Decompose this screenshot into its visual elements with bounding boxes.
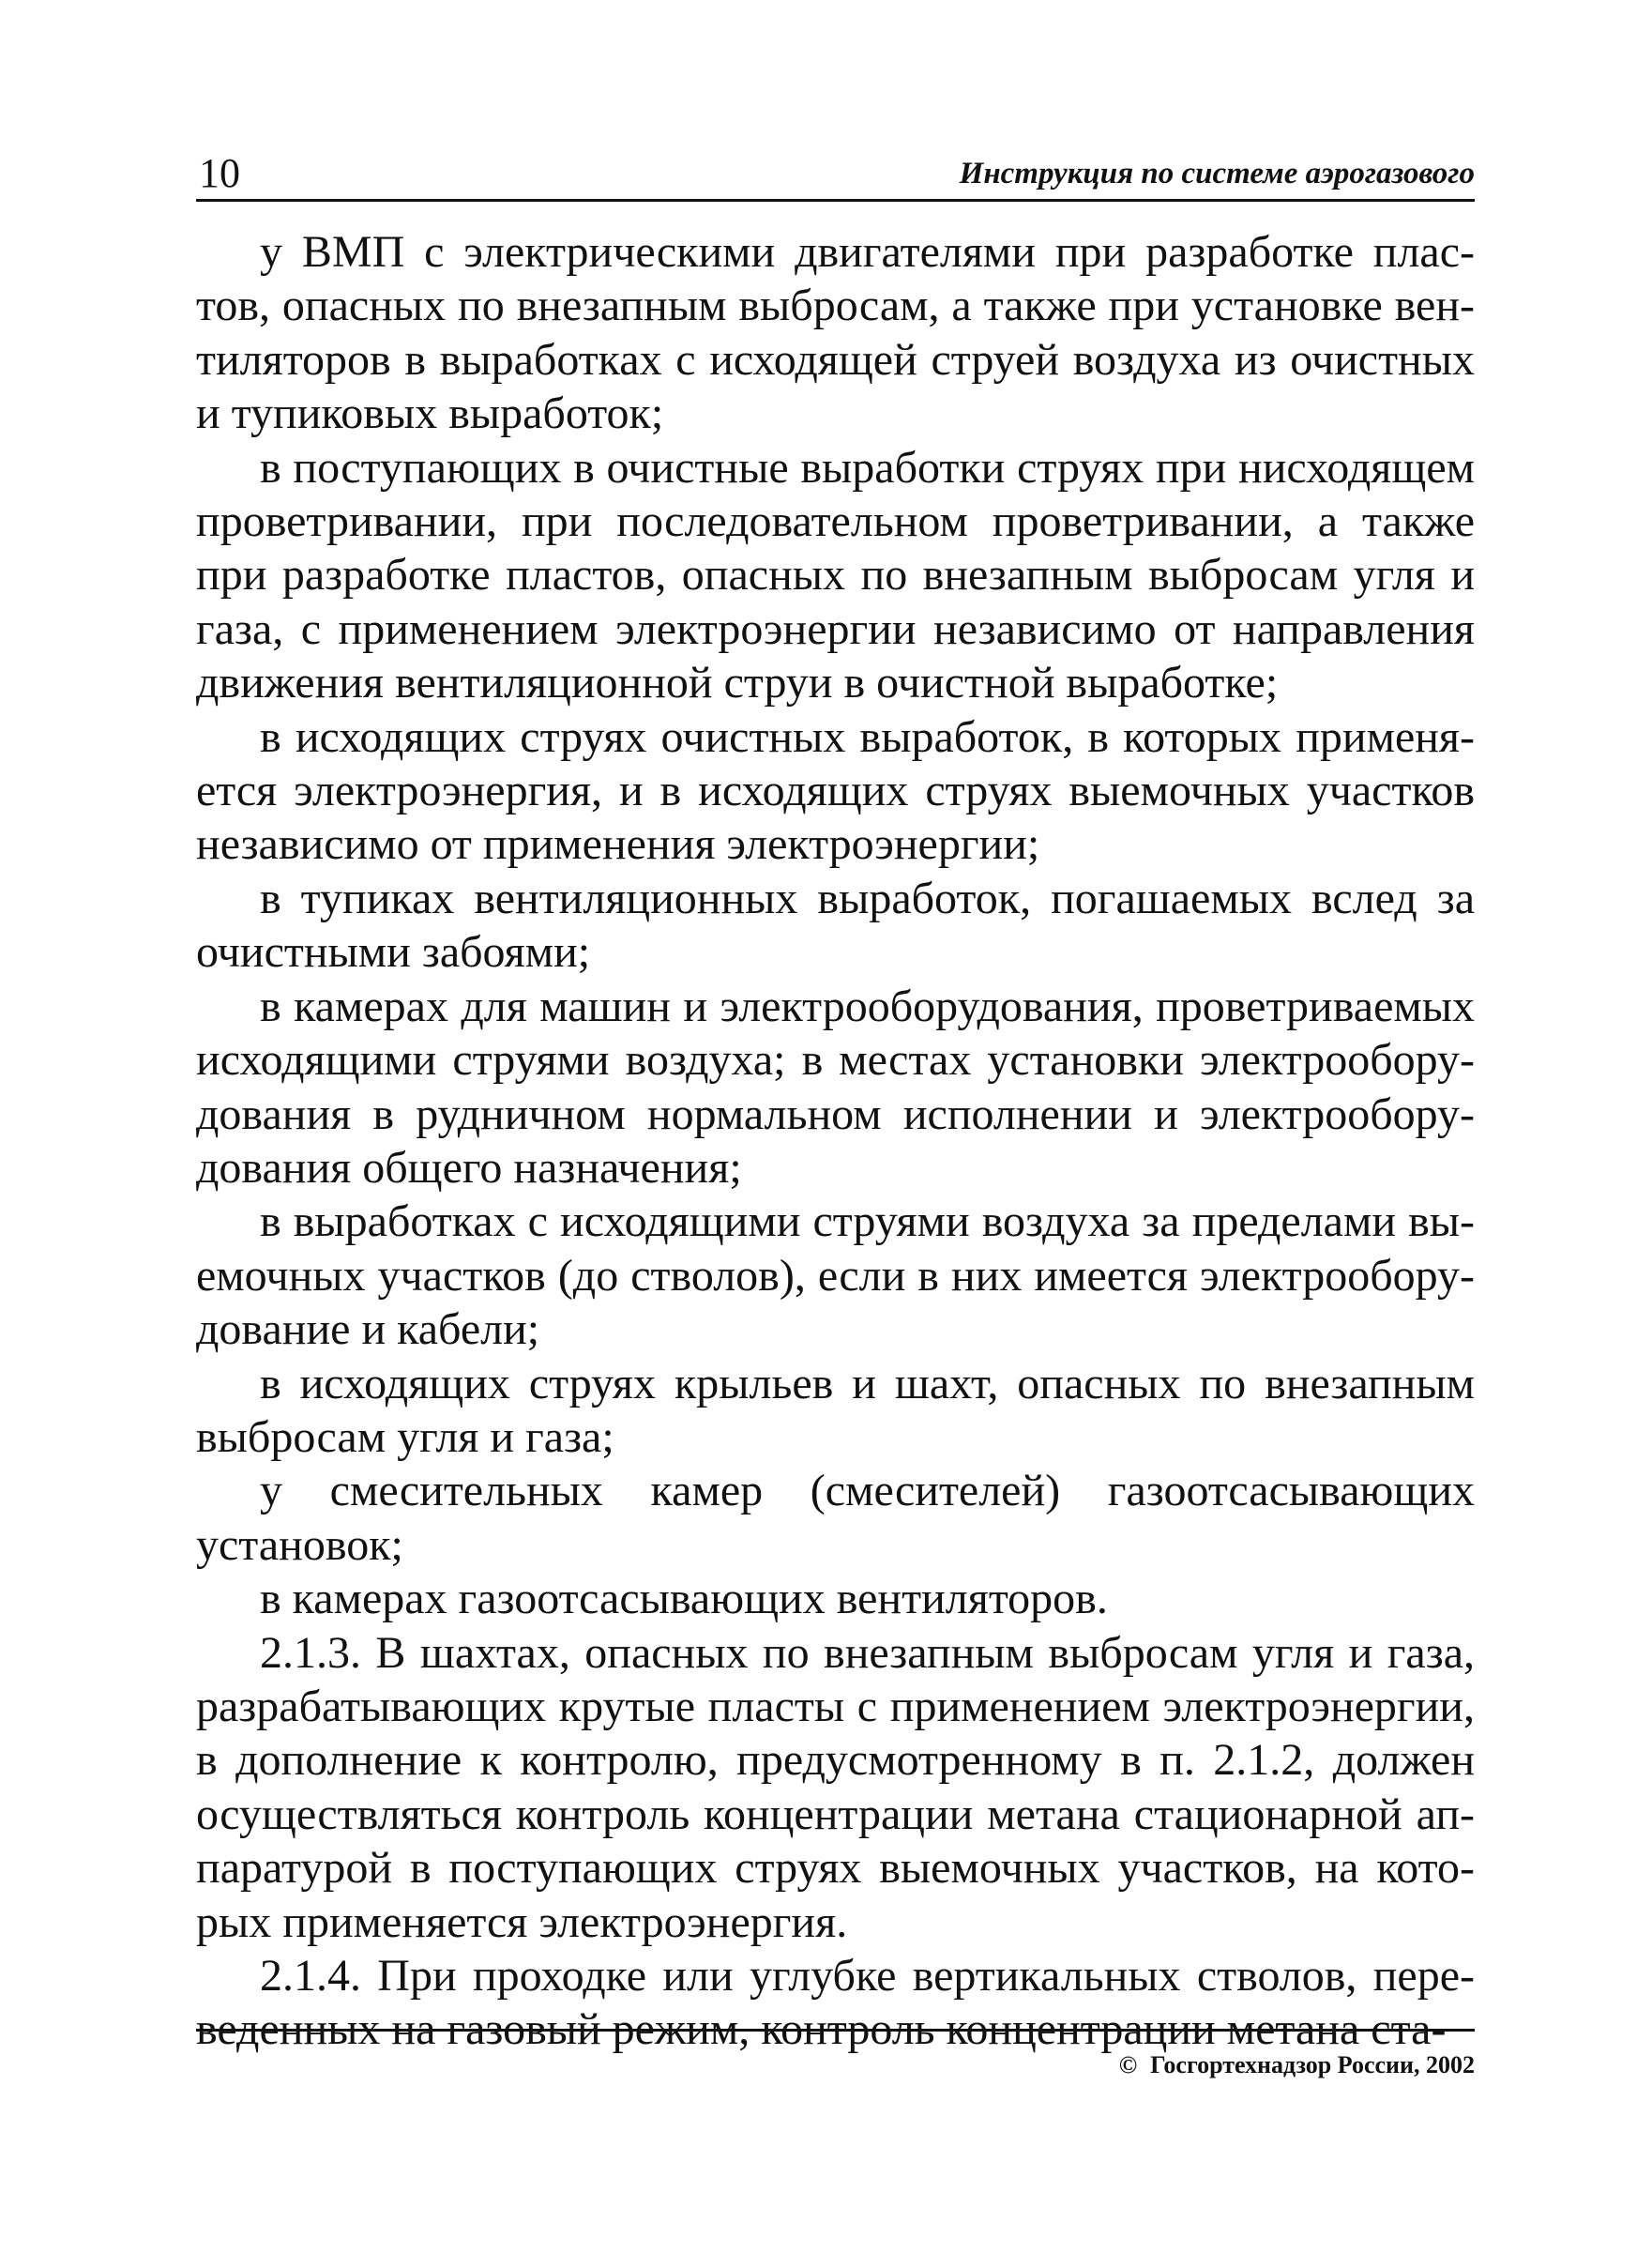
page-header [196,148,1475,202]
paragraph-fan-chambers: в камерах газоотсасывающих вентиляторов. [260,1574,1108,1624]
paragraph-section-2-1-4: 2.1.4. При проходке или углубке вертикальных стволов, переведенных на газовый режим, контроль концентрации метана ста- [196,1951,1475,2055]
paragraph-workings: в выработках с исходящими струями воздуха за пределами выемочных участков (до стволов), если в них имеется электрооборудование и кабели; [196,1196,1475,1355]
copyright-symbol: © [1118,2051,1138,2078]
page-footer [1119,2049,1475,2081]
paragraph-mixing-chambers: у смесительных камер (смесителей) газоотсасывающих установок; [196,1466,1475,1570]
copyright-text: Госгортехнадзор России, 2002 [1150,2051,1475,2078]
paragraph-vmp: у ВМП с электрическими двигателями при разработке пластов, опасных по внезапным выбросам, а также при установке вентиляторов в выработках с исходящей струей воздуха из очистных и тупиковых выработок; [196,227,1475,439]
page-number: 10 [199,150,240,196]
body-text [196,225,1475,2057]
paragraph-section-2-1-3: 2.1.3. В шахтах, опасных по внезапным выбросам угля и газа, разрабатывающих крутые пласты с применением электроэнергии, в дополнение к контролю, предусмотренному в п. 2.1.2, должен осуществляться контроль концентрации метана стационарной аппаратурой в поступающих струях выемочных участков, на которых применяется электроэнергия. [196,1627,1475,1947]
running-title: Инструкция по системе аэрогазового [959,157,1475,190]
paragraph-wings-shafts: в исходящих струях крыльев и шахт, опасных по внезапным выбросам угля и газа; [196,1358,1475,1462]
paragraph-outgoing-streams: в исходящих струях очистных выработок, в которых применяется электроэнергия, и в исходящих струях выемочных участков независимо от применения электроэнергии; [196,711,1475,870]
document-page [196,148,1475,2119]
footer-divider [196,2029,1475,2032]
paragraph-incoming-streams: в поступающих в очистные выработки струях при нисходящем проветривании, при последовательном проветривании, а также при разработке пластов, опасных по внезапным выбросам угля и газа, с применением электроэнергии независимо от направления движения вентиляционной струи в очистной выработке; [196,442,1475,708]
paragraph-dead-ends: в тупиках вентиляционных выработок, погашаемых вслед за очистными забоями; [196,873,1475,978]
paragraph-chambers: в камерах для машин и электрооборудования, проветриваемых исходящими струями воздуха; в местах установки электрооборудования в рудничном нормальном исполнении и электрооборудования общего назначения; [196,981,1475,1193]
